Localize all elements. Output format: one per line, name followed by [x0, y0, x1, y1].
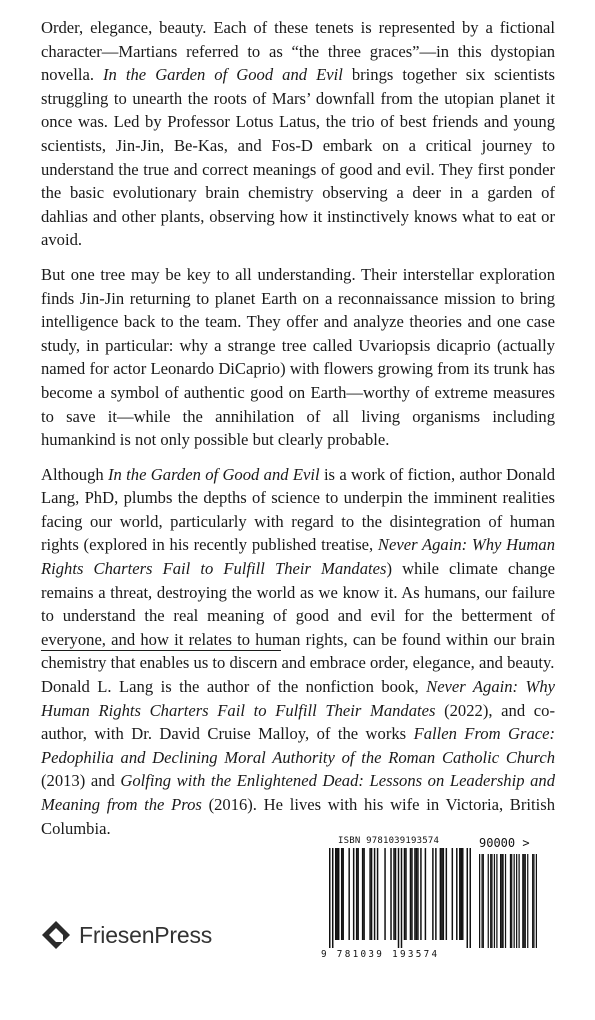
barcode-bar	[395, 848, 396, 940]
price-code: 90000 >	[479, 836, 530, 850]
text-run: But one tree may be key to all understanding. Their interstellar exploration finds Jin-Jin returning to planet Earth on a reconnaissance mission to bring intelligence back to the team. They offer and analyze theories and one case study, in particular: why a strange tree called Uvariopsis dicaprio (actually named for actor Leonardo DiCaprio) with flowers growing from its trunk has become a symbol of authentic good on Earth—worthy of extreme measures to save it—while the annihilation of all living organisms including humankind is not only possible but clearly probable.	[41, 264, 555, 450]
barcode-bar	[417, 848, 418, 940]
barcode-bar	[532, 854, 533, 948]
barcode-bar	[461, 848, 462, 940]
blurb-paragraph-2	[41, 263, 555, 452]
barcode-bar	[456, 848, 457, 940]
barcode-bar	[416, 848, 417, 940]
barcode-bar	[336, 848, 337, 940]
title-italic-run: Never Again: Why Human Rights Charters Fail to Fulfill Their Mandates	[41, 535, 555, 579]
text-run: is a work of fiction, author Donald Lang, PhD, plumbs the depths of science to underpin the imminent realities facing our world, particularly with regard to the disintegration of human rights (explored in his recently published treatise,	[41, 464, 556, 555]
barcode-bar	[377, 848, 378, 940]
barcode-bar	[446, 848, 447, 940]
title-italic-run: Never Again: Why Human Rights Charters Fail to Fulfill Their Mandates	[41, 677, 555, 720]
barcode-bar	[332, 848, 333, 948]
publisher-name: FriesenPress	[79, 921, 213, 948]
text-run: brings together six scientists struggling to unearth the roots of Mars’ downfall from the utopian planet it once was. Led by Professor Lotus Latus, the trio of best friends and young scientists, Jin-Jin, Be-Kas, and Fos-D embark on a critical journey to understand the true and correct meanings of good and evil. They first ponder the basic evolutionary brain chemistry observing a deer in a garden of dahlias and other plants, observing how it instinctively knows what to eat or avoid.	[41, 65, 556, 250]
author-bio	[41, 675, 555, 840]
barcode-bar	[374, 848, 375, 940]
barcode-bar	[452, 848, 453, 940]
barcode-bar	[363, 848, 364, 940]
author-bio-text	[41, 675, 555, 840]
barcode-bar	[481, 854, 482, 948]
barcode-bar	[510, 854, 511, 948]
barcode-bar	[514, 854, 515, 948]
title-italic-run: Fallen From Grace: Pedophilia and Declining Moral Authority of the Roman Catholic Church	[41, 724, 555, 767]
barcode-bar	[459, 848, 460, 940]
barcode-bar	[441, 848, 442, 940]
barcode-bar	[357, 848, 358, 940]
barcode-bar	[348, 848, 349, 940]
barcode-bar	[393, 848, 394, 940]
friesenpress-logo-icon	[41, 920, 71, 950]
isbn-label: ISBN 9781039193574	[338, 836, 440, 846]
barcode-bar	[523, 854, 524, 948]
barcode-bar	[502, 854, 503, 948]
barcode-bar	[353, 848, 354, 940]
barcode-bar	[496, 854, 497, 948]
barcode-bar	[494, 854, 495, 948]
barcode-bar	[329, 848, 330, 948]
barcode-bar	[479, 854, 480, 948]
barcode-bar	[443, 848, 444, 940]
barcode-bar	[491, 854, 492, 948]
barcode-bar	[398, 848, 399, 948]
back-cover-blurb	[41, 16, 555, 686]
barcode-bar	[371, 848, 372, 940]
barcode-bar	[440, 848, 441, 940]
barcode-bar	[527, 854, 528, 948]
barcode-bar	[522, 854, 523, 948]
barcode-bar	[335, 848, 336, 940]
barcode-bar	[420, 848, 421, 940]
text-run: (2016). He lives with his wife in Victoria, British Columbia.	[41, 794, 555, 838]
barcode-bar	[518, 854, 519, 948]
barcode-bar	[425, 848, 426, 940]
barcode-bar	[414, 848, 415, 940]
barcode-bar	[432, 848, 433, 940]
barcode-bar	[536, 854, 537, 948]
barcode-main-bars	[329, 848, 471, 948]
text-run: ) while climate change remains a threat, destroying the world as we know it. As humans, our failure to understand the real meaning of good and evil for the betterment of everyone, and how it relates to human rights, can be found within our brain chemistry that enables us to discern and embrace order, elegance, and beauty.	[41, 559, 555, 673]
barcode-bar	[462, 848, 463, 940]
title-italic-run: In the Garden of Good and Evil	[103, 65, 343, 85]
blurb-paragraph-1	[41, 16, 555, 252]
barcode-bar	[362, 848, 363, 940]
barcode-bar	[401, 848, 402, 948]
barcode-bar	[410, 848, 411, 940]
barcode-bar	[501, 854, 502, 948]
barcode-bar	[488, 854, 489, 948]
title-italic-run: In the Garden of Good and Evil	[108, 464, 320, 484]
barcode-bar	[525, 854, 526, 948]
barcode-bar	[369, 848, 370, 940]
text-run: Order, elegance, beauty. Each of these tenets is represented by a fictional character—Martians referred to as “the three graces”—in this dystopian novella.	[41, 18, 555, 85]
isbn-digits: 9 781039 193574	[321, 949, 440, 960]
barcode-bar	[511, 854, 512, 948]
barcode-bar	[490, 854, 491, 948]
barcode-bar	[470, 848, 471, 948]
barcode-bar	[483, 854, 484, 948]
barcode-bar	[405, 848, 406, 940]
barcode-bar	[500, 854, 501, 948]
barcode-bar	[516, 854, 517, 948]
barcode-bar	[341, 848, 342, 940]
publisher-logo	[41, 920, 212, 950]
title-italic-run: Golfing with the Enlightened Dead: Lessons on Leadership and Meaning from the Pros	[41, 771, 555, 814]
barcode-bar	[411, 848, 412, 940]
barcode-addon-bars	[479, 854, 537, 948]
barcode-bar	[338, 848, 339, 940]
barcode-bar	[356, 848, 357, 940]
barcode-bar	[505, 854, 506, 948]
barcode-bar	[467, 848, 468, 948]
text-run: Although	[41, 464, 109, 484]
blurb-paragraph-3	[41, 463, 555, 675]
barcode-bar	[342, 848, 343, 940]
barcode-bar	[390, 848, 391, 940]
section-divider	[41, 650, 281, 651]
text-run: (2022), and co-author, with Dr. David Cruise Malloy, of the works	[41, 700, 555, 744]
isbn-barcode	[313, 830, 561, 962]
barcode-bar	[533, 854, 534, 948]
barcode-bar	[404, 848, 405, 940]
text-run: (2013) and	[41, 771, 121, 791]
barcode-bar	[435, 848, 436, 940]
barcode-bar	[384, 848, 385, 940]
text-run: Donald L. Lang is the author of the nonfiction book,	[41, 677, 427, 696]
